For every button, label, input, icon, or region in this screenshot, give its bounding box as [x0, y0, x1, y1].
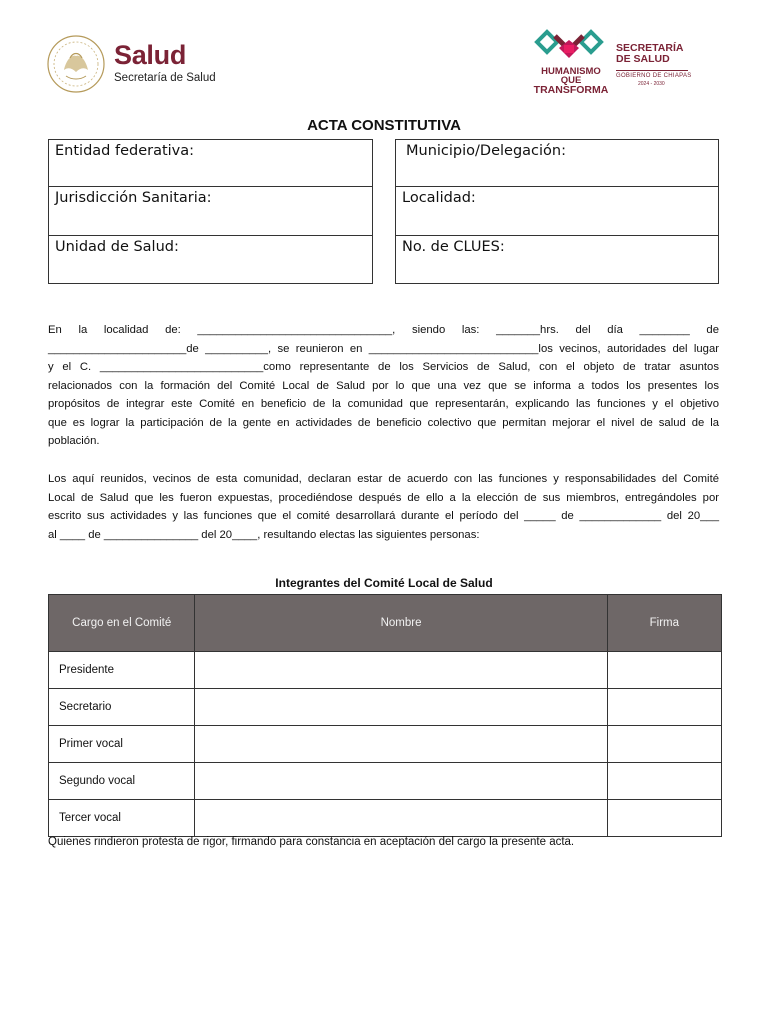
entidad-federativa-field[interactable] [48, 139, 373, 187]
nombre-cell[interactable] [195, 652, 607, 689]
nombre-cell[interactable] [195, 800, 607, 837]
gobierno-years-label: 2024 - 2030 [638, 81, 665, 87]
salud-logo-title: Salud [114, 40, 187, 70]
table-header-row [49, 595, 722, 652]
mexico-coat-of-arms-seal-icon [46, 34, 106, 94]
firma-cell[interactable] [607, 652, 721, 689]
cargo-cell: Tercer vocal [49, 800, 195, 837]
table-caption: Integrantes del Comité Local de Salud [275, 576, 493, 590]
paragraph-declaracion [48, 470, 719, 544]
entidad-federativa-label: Entidad federativa: [55, 143, 195, 159]
secretaria-de-salud-label [616, 43, 683, 65]
footer-note: Quienes rindieron protesta de rigor, firmando para constancia en aceptación del cargo la presente acta. [48, 836, 575, 848]
secretaria-line2: DE SALUD [616, 53, 670, 65]
clues-field[interactable] [395, 235, 719, 284]
table-row [49, 800, 722, 837]
cargo-cell: Primer vocal [49, 726, 195, 763]
firma-cell[interactable] [607, 800, 721, 837]
table-row [49, 726, 722, 763]
humanismo-que-transforma-logo-icon [533, 28, 605, 68]
jurisdiccion-sanitaria-field[interactable] [48, 186, 373, 236]
table-row [49, 763, 722, 800]
document-title: ACTA CONSTITUTIVA [307, 117, 461, 134]
firma-cell[interactable] [607, 726, 721, 763]
paragraph-line: En la localidad de: _______________________________, siendo las: _______hrs. del día ________ de [48, 324, 719, 336]
unidad-de-salud-field[interactable] [48, 235, 373, 284]
firma-cell[interactable] [607, 763, 721, 800]
humanismo-line1: HUMANISMO QUE [541, 66, 601, 86]
paragraph-line: Los aquí reunidos, vecinos de esta comunidad, declaran estar de acuerdo con las funciones y responsabilidades del Comité [48, 473, 719, 485]
municipio-delegacion-label: Municipio/Delegación: [406, 143, 566, 159]
nombre-cell[interactable] [195, 726, 607, 763]
nombre-cell[interactable] [195, 689, 607, 726]
cargo-cell: Presidente [49, 652, 195, 689]
localidad-field[interactable] [395, 186, 719, 236]
paragraph-line: al ____ de _______________ del 20____, resultando electas las siguientes personas: [48, 528, 480, 541]
paragraph-line: relacionados con la formación del Comité Local de Salud por lo que una vez que se informa a todos los presentes los [48, 379, 719, 392]
gobierno-chiapas-label: GOBIERNO DE CHIAPAS [616, 73, 692, 79]
nombre-cell[interactable] [195, 763, 607, 800]
paragraph-localidad [48, 321, 719, 451]
paragraph-line: y el C. __________________________como representante de los Servicios de Salud, con el objeto de tratar asuntos [48, 361, 719, 373]
paragraph-line: Local de Salud que les fueron expuestas, procediéndose después de ello a la elección de sus miembros, entregándoles por [48, 491, 719, 504]
committee-members-table [48, 594, 722, 837]
secretaria-line1: SECRETARÍA [616, 42, 684, 54]
humanismo-line2: TRANSFORMA [533, 84, 609, 96]
table-row [49, 652, 722, 689]
municipio-delegacion-field[interactable] [395, 139, 719, 187]
header-cargo: Cargo en el Comité [49, 595, 195, 652]
paragraph-line: población. [48, 435, 100, 447]
jurisdiccion-sanitaria-label: Jurisdicción Sanitaria: [55, 190, 212, 206]
cargo-cell: Segundo vocal [49, 763, 195, 800]
paragraph-line: escrito sus actividades y las funciones que el comité desarrollará durante el período del _____ de _____________ del 20___ [48, 510, 719, 522]
header-nombre: Nombre [195, 595, 607, 652]
header-firma: Firma [607, 595, 721, 652]
clues-label: No. de CLUES: [402, 239, 505, 255]
divider [616, 70, 688, 71]
unidad-de-salud-label: Unidad de Salud: [55, 239, 179, 255]
localidad-label: Localidad: [402, 190, 476, 206]
paragraph-line: que es lograr la participación de la gente en actividades de beneficio colectivo que permitan mejorar el nivel de salud de la [48, 416, 719, 429]
paragraph-line: propósitos de integrar este Comité en beneficio de la comunidad que representarán, explicando las funciones y el objetivo [48, 398, 719, 410]
table-row [49, 689, 722, 726]
paragraph-line: ______________________de __________, se reunieron en ___________________________los vecinos, autoridades del lugar [48, 342, 719, 355]
cargo-cell: Secretario [49, 689, 195, 726]
humanismo-que-transforma-text [533, 67, 609, 96]
firma-cell[interactable] [607, 689, 721, 726]
salud-logo-subtitle: Secretaría de Salud [114, 72, 216, 84]
